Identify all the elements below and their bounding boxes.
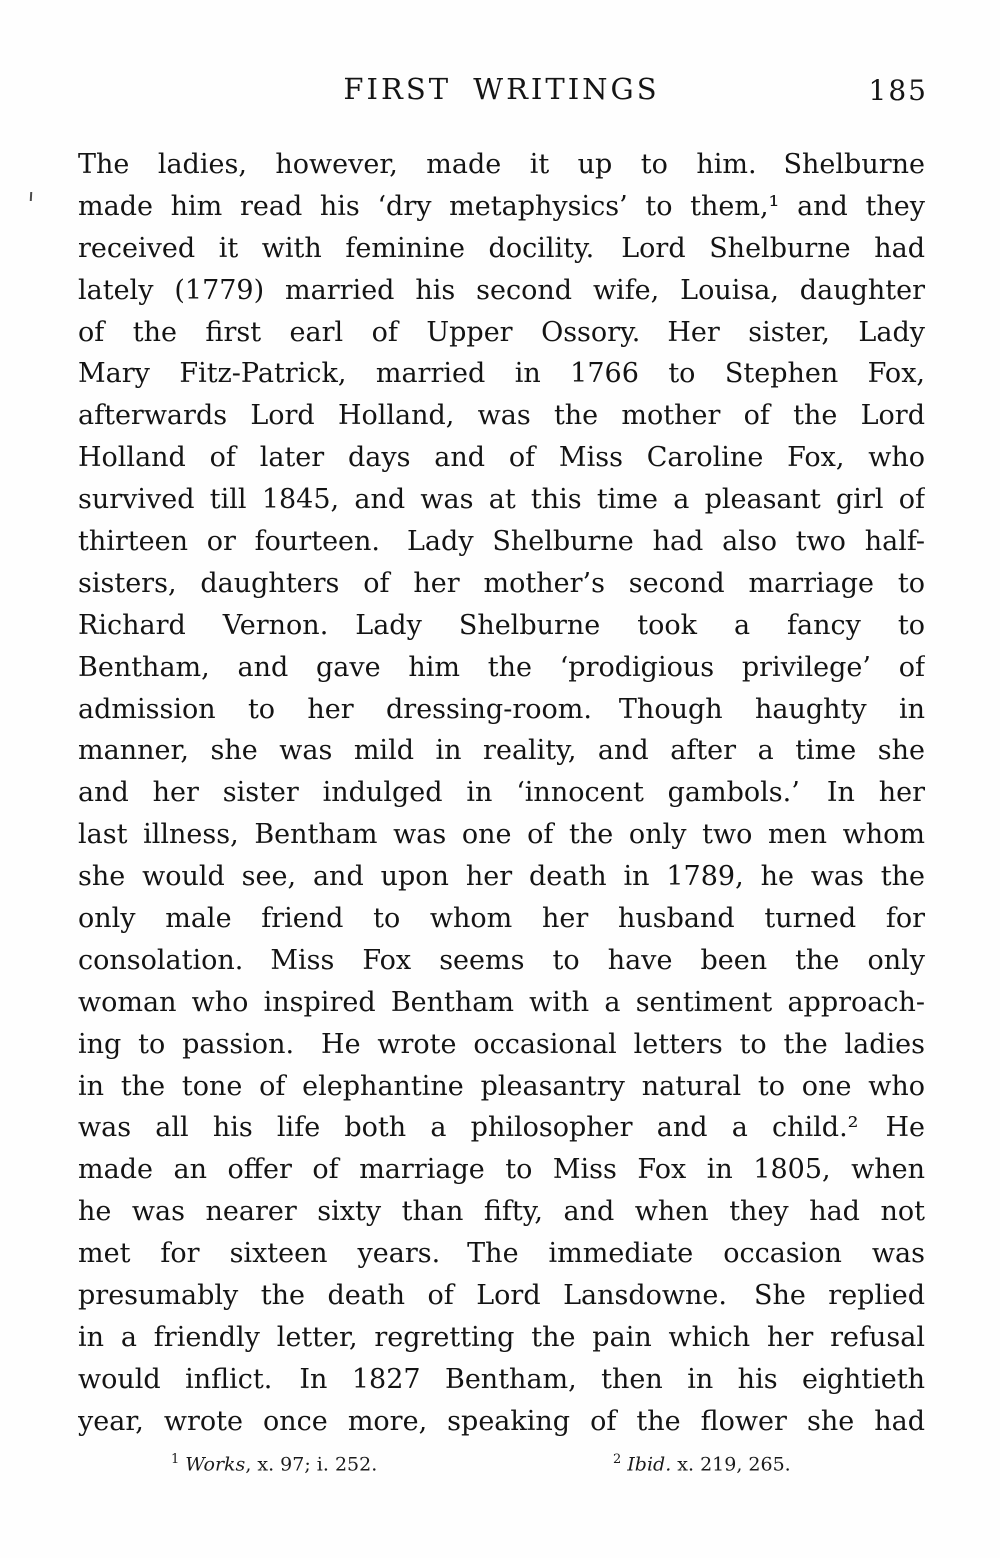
footnote-2-work-title: Ibid. bbox=[627, 1453, 672, 1476]
text-line: The ladies, however, made it up to him. Shelburne bbox=[78, 149, 925, 180]
text-line: consolation. Miss Fox seems to have been the only bbox=[78, 944, 925, 976]
text-line: made an offer of marriage to Miss Fox in 1805, when bbox=[78, 1154, 925, 1186]
text-line: in the tone of elephantine pleasantry natural to one who bbox=[78, 1070, 925, 1102]
page-number: 185 bbox=[868, 74, 928, 107]
scan-artifact bbox=[30, 192, 32, 201]
footnote-1-marker: 1 bbox=[171, 1452, 180, 1467]
text-line: last illness, Bentham was one of the only two men whom bbox=[78, 819, 925, 851]
text-line: would inflict. In 1827 Bentham, then in his eightieth bbox=[78, 1363, 925, 1395]
text-line: year, wrote once more, speaking of the flower she had bbox=[78, 1405, 925, 1437]
text-line: received it with feminine docility. Lord Shelburne had bbox=[78, 232, 925, 264]
text-line: he was nearer sixty than fifty, and when they had not bbox=[78, 1196, 925, 1228]
text-line: presumably the death of Lord Lansdowne. She replied bbox=[78, 1280, 925, 1312]
text-line: lately (1779) married his second wife, Louisa, daughter bbox=[78, 274, 925, 306]
text-line: made him read his ‘dry metaphysics’ to them,¹ and they bbox=[78, 190, 925, 222]
text-line: in a friendly letter, regretting the pain which her refusal bbox=[78, 1321, 925, 1353]
footnote-1-reference: , x. 97; i. 252. bbox=[245, 1453, 378, 1476]
footnote-1-work-title: Works bbox=[185, 1453, 246, 1476]
footnote-2-reference: x. 219, 265. bbox=[671, 1453, 791, 1476]
running-header: FIRST WRITINGS bbox=[343, 72, 660, 106]
text-line: admission to her dressing-room. Though haughty in bbox=[78, 693, 925, 725]
footnote-2 bbox=[613, 1452, 791, 1475]
text-line: Richard Vernon. Lady Shelburne took a fancy to bbox=[78, 609, 925, 641]
text-line: survived till 1845, and was at this time a pleasant girl of bbox=[78, 484, 925, 516]
text-line: sisters, daughters of her mother’s second marriage to bbox=[78, 567, 925, 599]
footnote-2-marker: 2 bbox=[613, 1452, 622, 1467]
footnotes bbox=[0, 1452, 1000, 1492]
text-line: woman who inspired Bentham with a sentiment approach- bbox=[78, 986, 925, 1018]
body-text bbox=[78, 144, 925, 1443]
text-line: of the first earl of Upper Ossory. Her sister, Lady bbox=[78, 316, 925, 348]
text-line: met for sixteen years. The immediate occasion was bbox=[78, 1238, 925, 1270]
text-line: and her sister indulged in ‘innocent gambols.’ In her bbox=[78, 777, 925, 809]
text-line: she would see, and upon her death in 1789, he was the bbox=[78, 861, 925, 893]
footnote-1 bbox=[171, 1452, 377, 1475]
text-line: was all his life both a philosopher and a child.² He bbox=[78, 1112, 925, 1144]
text-line: Bentham, and gave him the ‘prodigious privilege’ of bbox=[78, 651, 925, 683]
text-line: thirteen or fourteen. Lady Shelburne had also two half- bbox=[78, 526, 925, 558]
text-line: manner, she was mild in reality, and after a time she bbox=[78, 735, 925, 767]
text-line: afterwards Lord Holland, was the mother of the Lord bbox=[78, 400, 925, 432]
text-line: ing to passion. He wrote occasional letters to the ladies bbox=[78, 1028, 925, 1060]
text-line: Holland of later days and of Miss Caroline Fox, who bbox=[78, 442, 925, 474]
text-line: Mary Fitz-Patrick, married in 1766 to Stephen Fox, bbox=[78, 358, 925, 390]
text-line: only male friend to whom her husband turned for bbox=[78, 903, 925, 935]
